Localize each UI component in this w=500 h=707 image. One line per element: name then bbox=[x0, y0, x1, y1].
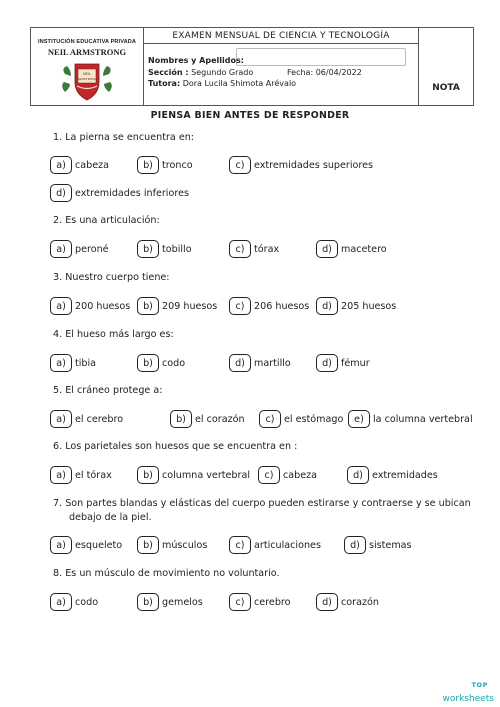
answer-option[interactable] bbox=[348, 409, 473, 429]
option-text: el cerebro bbox=[75, 413, 124, 425]
school-crest-logo bbox=[61, 60, 113, 102]
option-letter-box[interactable]: b) bbox=[137, 156, 159, 174]
tutor-value: Dora Lucila Shimota Arévalo bbox=[182, 79, 297, 88]
option-text: 200 huesos bbox=[75, 300, 131, 312]
option-text: la columna vertebral bbox=[373, 413, 473, 425]
option-letter-box[interactable]: c) bbox=[229, 156, 251, 174]
option-letter-box[interactable]: a) bbox=[50, 156, 72, 174]
option-letter-box[interactable]: d) bbox=[347, 466, 369, 484]
option-letter-box[interactable]: d) bbox=[316, 354, 338, 372]
option-letter-box[interactable]: d) bbox=[229, 354, 251, 372]
question-text: 5. El cráneo protege a: bbox=[53, 385, 163, 396]
exam-info-cell bbox=[144, 28, 419, 105]
option-letter-box[interactable]: b) bbox=[137, 536, 159, 554]
option-text: codo bbox=[162, 357, 186, 369]
section-row bbox=[148, 68, 253, 77]
option-letter-box[interactable]: c) bbox=[259, 410, 281, 428]
answer-option[interactable] bbox=[50, 183, 189, 203]
answer-option[interactable] bbox=[259, 409, 343, 429]
name-label: Nombres y Apellidos: bbox=[148, 56, 244, 65]
option-letter-box[interactable]: a) bbox=[50, 354, 72, 372]
answer-option[interactable] bbox=[229, 592, 291, 612]
answer-option[interactable] bbox=[229, 353, 291, 373]
option-letter-box[interactable]: a) bbox=[50, 536, 72, 554]
answer-option[interactable] bbox=[229, 296, 309, 316]
answer-option[interactable] bbox=[347, 465, 438, 485]
instructions-heading: PIENSA BIEN ANTES DE RESPONDER bbox=[150, 110, 350, 121]
answer-option[interactable] bbox=[229, 155, 373, 175]
option-text: el corazón bbox=[195, 413, 245, 425]
option-text: tórax bbox=[254, 243, 280, 255]
question-text: 3. Nuestro cuerpo tiene: bbox=[53, 272, 170, 283]
exam-header bbox=[30, 27, 474, 106]
question-text: 2. Es una articulación: bbox=[53, 215, 160, 226]
option-text: martillo bbox=[254, 357, 291, 369]
option-text: músculos bbox=[162, 539, 208, 551]
answer-option[interactable] bbox=[229, 535, 321, 555]
option-letter-box[interactable]: c) bbox=[229, 297, 251, 315]
option-letter-box[interactable]: e) bbox=[348, 410, 370, 428]
option-text: el tórax bbox=[75, 469, 112, 481]
option-letter-box[interactable]: c) bbox=[229, 593, 251, 611]
option-text: fémur bbox=[341, 357, 370, 369]
question-text: 1. La pierna se encuentra en: bbox=[53, 132, 195, 143]
answer-option[interactable] bbox=[50, 296, 130, 316]
section-label: Sección : bbox=[148, 68, 189, 77]
answer-option[interactable] bbox=[344, 535, 412, 555]
school-cell bbox=[31, 28, 144, 105]
option-text: extremidades superiores bbox=[254, 159, 374, 171]
name-input-box[interactable] bbox=[236, 48, 406, 66]
tutor-label: Tutora: bbox=[148, 79, 181, 88]
answer-option[interactable] bbox=[229, 239, 279, 259]
answer-option[interactable] bbox=[50, 353, 96, 373]
option-letter-box[interactable]: b) bbox=[170, 410, 192, 428]
answer-option[interactable] bbox=[137, 353, 185, 373]
logo-top-text: TOP bbox=[471, 680, 488, 689]
option-text: extremidades inferiores bbox=[75, 187, 189, 199]
question-text-continued: debajo de la piel. bbox=[69, 512, 152, 523]
option-letter-box[interactable]: d) bbox=[316, 297, 338, 315]
option-letter-box[interactable]: d) bbox=[316, 240, 338, 258]
option-letter-box[interactable]: b) bbox=[137, 466, 159, 484]
option-text: sistemas bbox=[369, 539, 412, 551]
svg-text:ARMSTRONG: ARMSTRONG bbox=[77, 77, 97, 81]
answer-option[interactable] bbox=[137, 465, 250, 485]
option-text: 205 huesos bbox=[341, 300, 397, 312]
answer-option[interactable] bbox=[258, 465, 317, 485]
option-letter-box[interactable]: a) bbox=[50, 593, 72, 611]
option-letter-box[interactable]: b) bbox=[137, 297, 159, 315]
question-text: 7. Son partes blandas y elásticas del cuerpo pueden estirarse y contraerse y se ubican bbox=[53, 498, 471, 509]
school-type: INSTITUCIÓN EDUCATIVA PRIVADA bbox=[37, 39, 137, 45]
answer-option[interactable] bbox=[316, 592, 379, 612]
question-text: 4. El hueso más largo es: bbox=[53, 329, 174, 340]
option-text: tobillo bbox=[162, 243, 192, 255]
answer-option[interactable] bbox=[170, 409, 245, 429]
option-letter-box[interactable]: d) bbox=[316, 593, 338, 611]
answer-option[interactable] bbox=[50, 592, 98, 612]
option-text: esqueleto bbox=[75, 539, 123, 551]
tutor-row bbox=[148, 79, 296, 88]
option-letter-box[interactable]: a) bbox=[50, 466, 72, 484]
section-value: Segundo Grado bbox=[191, 68, 254, 77]
answer-option[interactable] bbox=[137, 296, 217, 316]
question-text: 8. Es un músculo de movimiento no voluntario. bbox=[53, 568, 280, 579]
option-text: el estómago bbox=[284, 413, 344, 425]
title-divider bbox=[144, 43, 418, 44]
option-text: cabeza bbox=[75, 159, 110, 171]
option-text: articulaciones bbox=[254, 539, 321, 551]
answer-option[interactable] bbox=[137, 535, 207, 555]
answer-option[interactable] bbox=[316, 239, 387, 259]
answer-option[interactable] bbox=[137, 155, 193, 175]
option-text: peroné bbox=[75, 243, 109, 255]
grade-cell[interactable] bbox=[419, 28, 473, 105]
option-text: tibia bbox=[75, 357, 97, 369]
option-letter-box[interactable]: a) bbox=[50, 297, 72, 315]
answer-option[interactable] bbox=[50, 155, 109, 175]
answer-option[interactable] bbox=[137, 592, 203, 612]
option-letter-box[interactable]: d) bbox=[50, 184, 72, 202]
svg-text:NEIL: NEIL bbox=[83, 72, 91, 76]
option-letter-box[interactable]: c) bbox=[229, 240, 251, 258]
option-text: columna vertebral bbox=[162, 469, 251, 481]
answer-option[interactable] bbox=[50, 465, 112, 485]
question-text: 6. Los parietales son huesos que se encuentra en : bbox=[53, 441, 298, 452]
logo-main-text: worksheets bbox=[442, 694, 494, 704]
option-text: gemelos bbox=[162, 596, 203, 608]
option-text: 209 huesos bbox=[162, 300, 218, 312]
school-name: NEIL ARMSTRONG bbox=[47, 47, 127, 57]
option-text: codo bbox=[75, 596, 99, 608]
answer-option[interactable] bbox=[316, 296, 396, 316]
option-text: extremidades bbox=[372, 469, 438, 481]
grade-label: NOTA bbox=[432, 83, 460, 93]
option-text: tronco bbox=[162, 159, 193, 171]
answer-option[interactable] bbox=[50, 535, 122, 555]
exam-date: Fecha: 06/04/2022 bbox=[287, 68, 362, 77]
option-letter-box[interactable]: c) bbox=[258, 466, 280, 484]
answer-option[interactable] bbox=[137, 239, 192, 259]
answer-option[interactable] bbox=[50, 239, 109, 259]
option-letter-box[interactable]: b) bbox=[137, 240, 159, 258]
option-text: macetero bbox=[341, 243, 387, 255]
option-letter-box[interactable]: d) bbox=[344, 536, 366, 554]
option-letter-box[interactable]: b) bbox=[137, 593, 159, 611]
option-letter-box[interactable]: c) bbox=[229, 536, 251, 554]
option-text: cerebro bbox=[254, 596, 291, 608]
option-letter-box[interactable]: b) bbox=[137, 354, 159, 372]
exam-title: EXAMEN MENSUAL DE CIENCIA Y TECNOLOGÍA bbox=[172, 31, 390, 41]
option-letter-box[interactable]: a) bbox=[50, 240, 72, 258]
option-text: cabeza bbox=[283, 469, 318, 481]
answer-option[interactable] bbox=[316, 353, 370, 373]
topworksheets-logo bbox=[443, 682, 494, 705]
option-text: corazón bbox=[341, 596, 379, 608]
option-letter-box[interactable]: a) bbox=[50, 410, 72, 428]
option-text: 206 huesos bbox=[254, 300, 310, 312]
answer-option[interactable] bbox=[50, 409, 123, 429]
